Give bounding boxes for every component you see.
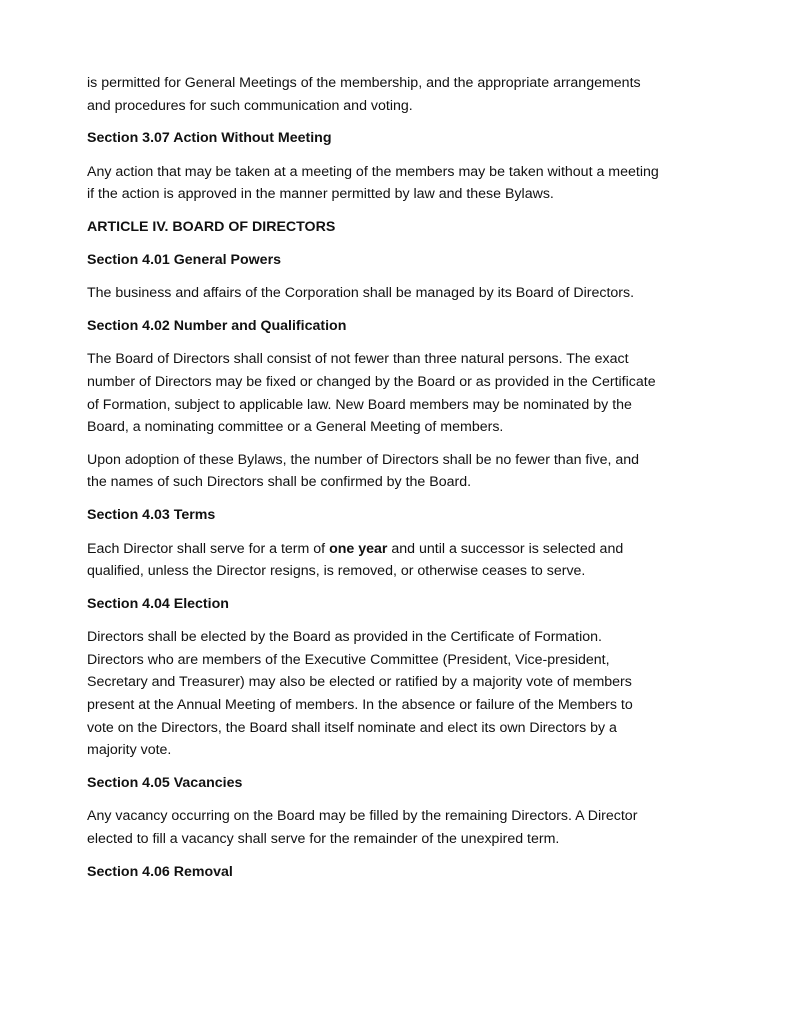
text-line: The business and affairs of the Corporation shall be managed by its Board of Directors.	[87, 285, 635, 302]
text-line: qualified, unless the Director resigns, is removed, or otherwise ceases to serve.	[87, 563, 586, 580]
section-4-05-paragraph	[87, 805, 727, 850]
text-run: and until a successor is selected and	[387, 540, 624, 557]
text-line: Directors who are members of the Executive Committee (President, Vice-president,	[87, 651, 610, 668]
text-line: Secretary and Treasurer) may also be elected or ratified by a majority vote of members	[87, 674, 632, 691]
text-line: elected to fill a vacancy shall serve for the remainder of the unexpired term.	[87, 831, 560, 848]
section-4-04-heading: Section 4.04 Election	[87, 595, 229, 612]
text-line: Any action that may be taken at a meeting of the members may be taken without a meeting	[87, 163, 659, 180]
text-line: Upon adoption of these Bylaws, the number of Directors shall be no fewer than five, and	[87, 451, 640, 468]
article-iv-heading: ARTICLE IV. BOARD OF DIRECTORS	[87, 218, 336, 235]
text-line: Any vacancy occurring on the Board may be filled by the remaining Directors. A Director	[87, 808, 638, 825]
text-line: Board, a nominating committee or a General Meeting of members.	[87, 419, 504, 436]
section-4-02-paragraph-2	[87, 449, 727, 494]
text-line: if the action is approved in the manner permitted by law and these Bylaws.	[87, 186, 554, 203]
section-4-03-heading: Section 4.03 Terms	[87, 506, 216, 523]
section-3-07-heading: Section 3.07 Action Without Meeting	[87, 130, 332, 147]
text-line: the names of such Directors shall be confirmed by the Board.	[87, 474, 472, 491]
intro-paragraph	[87, 72, 727, 117]
text-line: The Board of Directors shall consist of not fewer than three natural persons. The exact	[87, 351, 629, 368]
text-line: of Formation, subject to applicable law. New Board members may be nominated by the	[87, 396, 632, 413]
text-line: majority vote.	[87, 742, 172, 759]
section-4-02-heading: Section 4.02 Number and Qualification	[87, 317, 347, 334]
section-4-01-paragraph	[87, 282, 727, 305]
section-4-06-heading: Section 4.06 Removal	[87, 863, 233, 880]
text-run: Each Director shall serve for a term of	[87, 540, 330, 557]
bold-term: one year	[329, 540, 388, 557]
text-line: and procedures for such communication and voting.	[87, 97, 413, 114]
document-body	[87, 72, 727, 883]
section-4-04-paragraph	[87, 626, 727, 762]
section-4-01-heading: Section 4.01 General Powers	[87, 251, 281, 268]
text-line: present at the Annual Meeting of members. In the absence or failure of the Members to	[87, 697, 633, 714]
text-line: vote on the Directors, the Board shall itself nominate and elect its own Directors by a	[87, 719, 617, 736]
text-line: Directors shall be elected by the Board as provided in the Certificate of Formation.	[87, 629, 602, 646]
section-4-05-heading: Section 4.05 Vacancies	[87, 774, 243, 791]
section-3-07-paragraph	[87, 161, 727, 206]
text-line	[87, 538, 727, 561]
text-line: number of Directors may be fixed or changed by the Board or as provided in the Certificate	[87, 373, 656, 390]
section-4-02-paragraph-1	[87, 348, 727, 438]
text-line: is permitted for General Meetings of the membership, and the appropriate arrangements	[87, 75, 641, 91]
section-4-03-paragraph	[87, 538, 727, 583]
